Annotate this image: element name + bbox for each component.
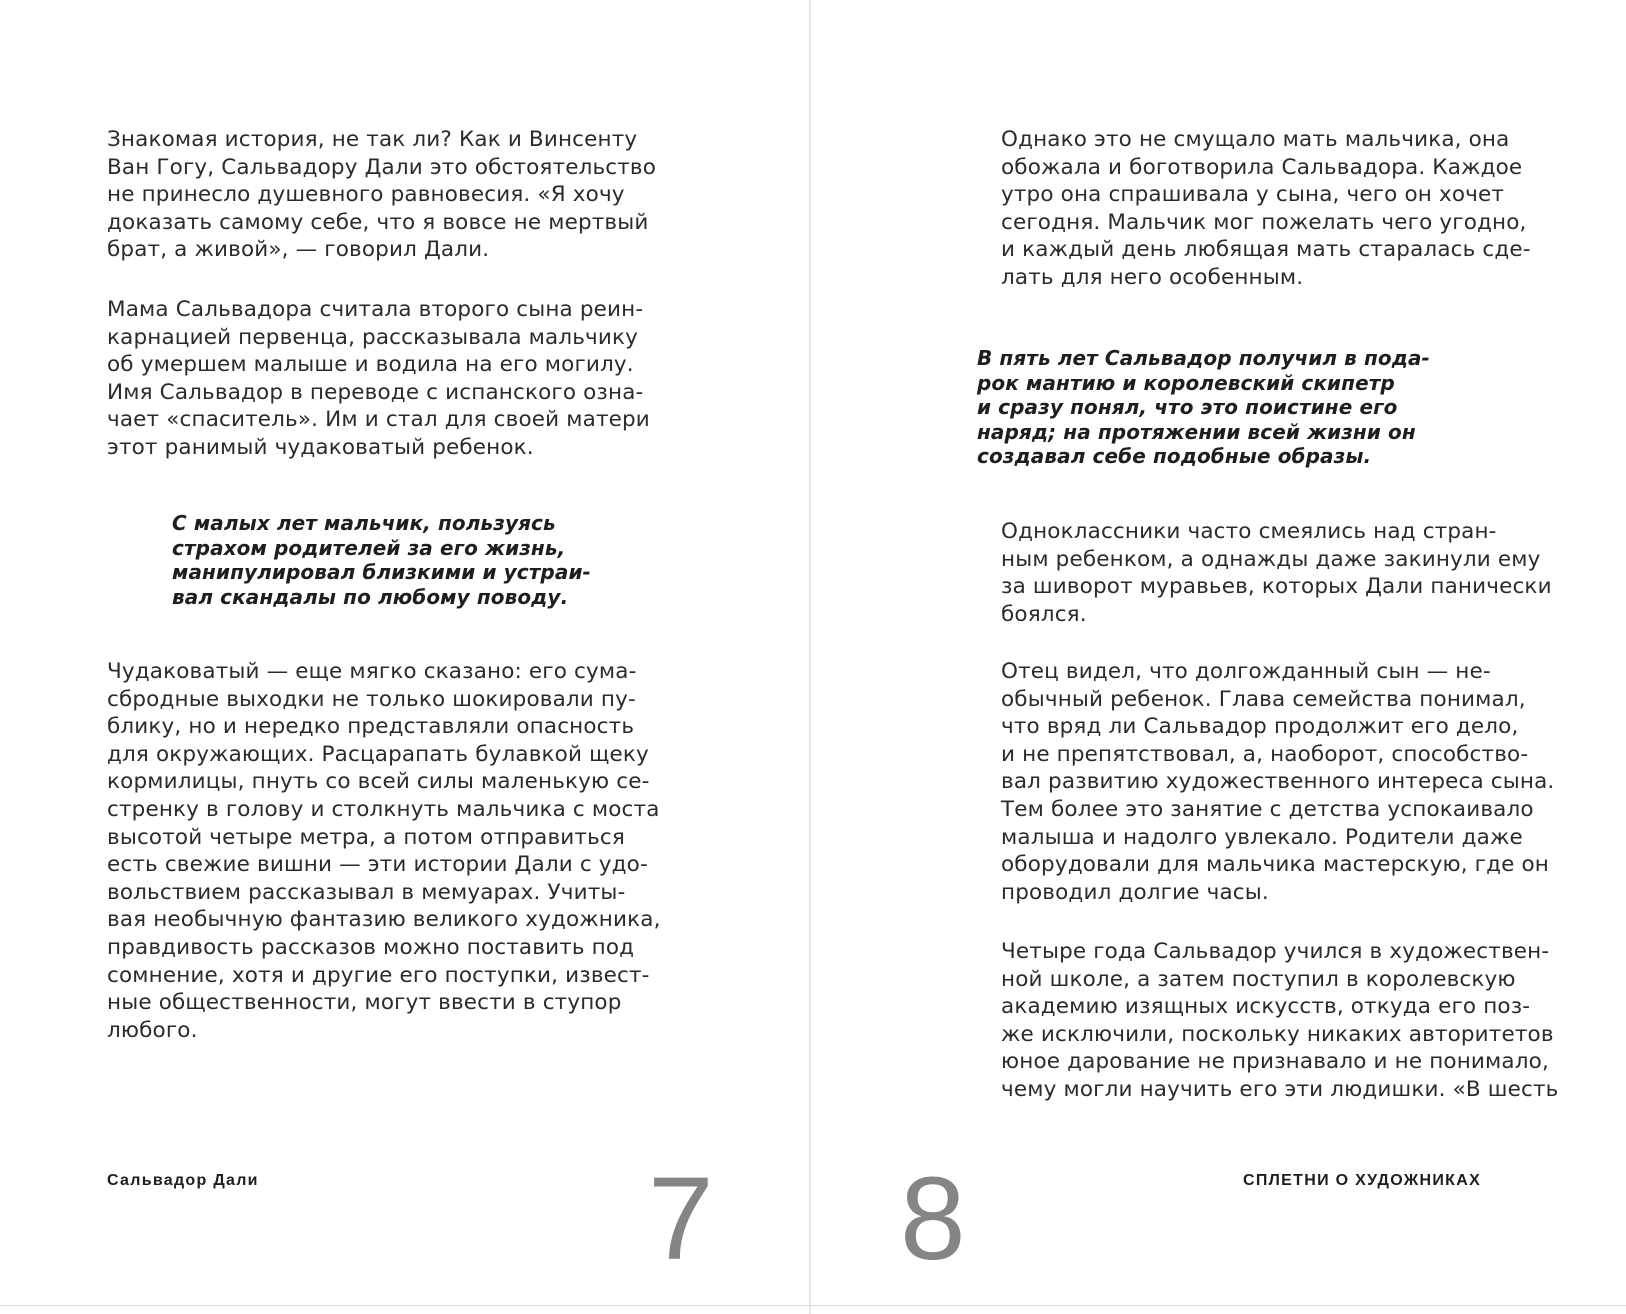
left-paragraph-3 <box>107 658 661 1044</box>
text-line: кормилицы, пнуть со всей силы маленькую се- <box>107 769 650 795</box>
text-line: Мама Сальвадора считала второго сына реин- <box>107 297 644 322</box>
book-gutter <box>809 0 811 1314</box>
text-line: Четыре года Сальвадор учился в художествен- <box>1001 939 1550 964</box>
text-line: высотой четыре метра, а потом отправиться <box>107 824 625 850</box>
page-number-right: 8 <box>900 1153 966 1285</box>
quote-line: В пять лет Сальвадор получил в пода- <box>977 346 1430 370</box>
quote-line: наряд; на протяжении всей жизни он <box>977 419 1416 444</box>
text-line: ной школе, а затем поступил в королевскую <box>1001 966 1516 992</box>
running-head-right: СПЛЕТНИ О ХУДОЖНИКАХ <box>1243 1172 1482 1189</box>
quote-line: манипулировал близкими и устраи- <box>172 560 591 585</box>
text-line: Тем более это занятие с детства успокаивало <box>1001 796 1534 822</box>
text-line: сегодня. Мальчик мог пожелать чего угодно, <box>1001 209 1527 235</box>
text-line: Знакомая история, не так ли? Как и Винсенту <box>107 127 638 152</box>
quote-line: рок мантию и королевский скипетр <box>977 370 1395 395</box>
text-line: малыша и надолго увлекало. Родители даже <box>1001 824 1523 850</box>
text-line: правдивость рассказов можно поставить под <box>107 934 635 960</box>
text-line: карнацией первенца, рассказывала мальчику <box>107 324 639 350</box>
text-line: Ван Гогу, Сальвадору Дали это обстоятельство <box>107 154 657 180</box>
left-pull-quote <box>172 511 642 609</box>
text-line: обычный ребенок. Глава семейства понимал, <box>1001 686 1526 712</box>
text-line: вольствием рассказывал в мемуарах. Учиты- <box>107 879 626 905</box>
right-paragraph-3 <box>1001 658 1555 906</box>
left-page <box>0 0 810 1314</box>
text-line: боялся. <box>1001 601 1087 627</box>
text-line: сбродные выходки не только шокировали пу- <box>107 686 636 712</box>
quote-line: С малых лет мальчик, пользуясь <box>172 511 556 535</box>
left-paragraph-2 <box>107 296 650 462</box>
text-line: стренку в голову и столкнуть мальчика с моста <box>107 796 660 822</box>
text-line: вал развитию художественного интереса сына. <box>1001 769 1555 795</box>
text-line: что вряд ли Сальвадор продолжит его дело, <box>1001 714 1519 740</box>
text-line: и каждый день любящая мать старалась сде- <box>1001 237 1531 263</box>
text-line: академию изящных искусств, откуда его поз- <box>1001 994 1531 1020</box>
quote-line: страхом родителей за его жизнь, <box>172 535 566 560</box>
text-line: ные общественности, могут ввести в ступор <box>107 990 622 1016</box>
text-line: чает «спаситель». Им и стал для своей матери <box>107 407 650 433</box>
text-line: Однако это не смущало мать мальчика, она <box>1001 127 1510 152</box>
text-line: блику, но и нередко представляли опасность <box>107 714 635 740</box>
text-line: Отец видел, что долгожданный сын — не- <box>1001 659 1491 684</box>
text-line: об умершем малыше и водила на его могилу. <box>107 352 634 378</box>
right-paragraph-4 <box>1001 938 1559 1104</box>
text-line: обожала и боготворила Сальвадора. Каждое <box>1001 154 1523 180</box>
right-paragraph-2 <box>1001 518 1552 628</box>
text-line: за шиворот муравьев, которых Дали панически <box>1001 574 1552 600</box>
page-number-left: 7 <box>648 1153 714 1285</box>
text-line: чему могли научить его эти людишки. «В шесть <box>1001 1076 1559 1102</box>
text-line: не принесло душевного равновесия. «Я хочу <box>107 182 625 208</box>
text-line: сомнение, хотя и другие его поступки, извест- <box>107 962 650 988</box>
text-line: утро она спрашивала у сына, чего он хочет <box>1001 182 1505 208</box>
text-line: же исключили, поскольку никаких авторитетов <box>1001 1021 1554 1047</box>
quote-line: создавал себе подобные образы. <box>977 444 1372 469</box>
text-line: проводил долгие часы. <box>1001 879 1269 905</box>
quote-line: вал скандалы по любому поводу. <box>172 584 569 609</box>
text-line: брат, а живой», — говорил Дали. <box>107 237 490 263</box>
text-line: юное дарование не признавало и не понимало, <box>1001 1049 1549 1075</box>
right-paragraph-1 <box>1001 126 1531 292</box>
left-paragraph-1 <box>107 126 657 264</box>
quote-line: и сразу понял, что это поистине его <box>977 395 1398 420</box>
text-line: для окружающих. Расцарапать булавкой щеку <box>107 741 649 767</box>
text-line: оборудовали для мальчика мастерскую, где он <box>1001 852 1550 878</box>
text-line: и не препятствовал, а, наоборот, способство- <box>1001 741 1529 767</box>
text-line: любого. <box>107 1017 198 1043</box>
text-line: Одноклассники часто смеялись над стран- <box>1001 519 1497 544</box>
text-line: доказать самому себе, что я вовсе не мертвый <box>107 209 649 235</box>
text-line: лать для него особенным. <box>1001 264 1304 290</box>
text-line: этот ранимый чудаковатый ребенок. <box>107 434 534 460</box>
text-line: ным ребенком, а однажды даже закинули ему <box>1001 546 1541 572</box>
text-line: Чудаковатый — еще мягко сказано: его сума- <box>107 659 637 684</box>
right-page <box>812 0 1626 1314</box>
text-line: Имя Сальвадор в переводе с испанского озна- <box>107 379 644 405</box>
running-head-left: Сальвадор Дали <box>107 1172 259 1189</box>
right-pull-quote <box>977 346 1517 469</box>
page-bottom-edge <box>0 1305 1626 1306</box>
text-line: есть свежие вишни — эти истории Дали с удо- <box>107 852 648 878</box>
text-line: вая необычную фантазию великого художника, <box>107 907 661 933</box>
